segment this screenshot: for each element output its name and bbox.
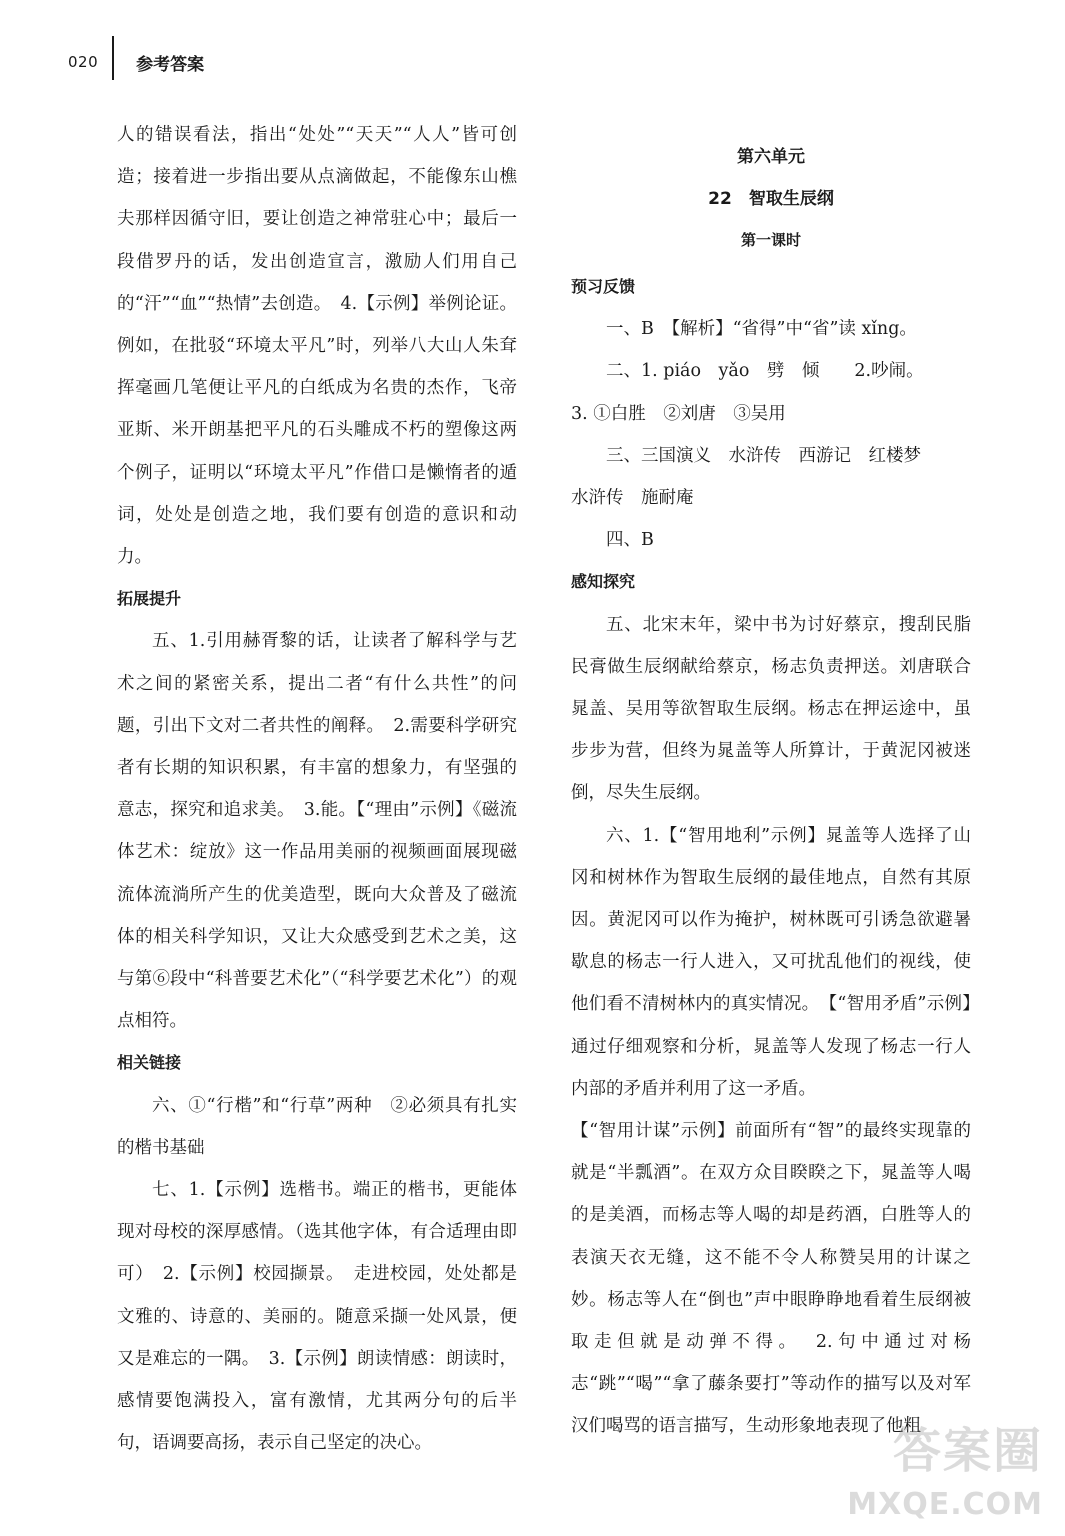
watermark-logo xyxy=(847,1412,1043,1522)
answer-1: 一、B 【解析】“省得”中“省”读 xǐng。 xyxy=(606,319,917,340)
right-column xyxy=(571,136,971,1448)
header-divider xyxy=(112,36,114,80)
watermark-brand: 答案圈 xyxy=(892,1423,1043,1479)
paragraph-item-7: 七、1.【示例】选楷书。端正的楷书，更能体现对母校的深厚感情。（选其他字体，有合适理由即可） 2.【示例】校园撷景。 走进校园，处处都是文雅的、诗意的、美丽的。随意采撷一处风景，便又是难忘的一隅。 3.【示例】朗读情感：朗读时，感情要饱满投入，富有激情，尤其两分句的后半句，语调要高扬，表示自己坚定的决心。 xyxy=(117,1180,517,1454)
paragraph-continuation: 人的错误看法，指出“处处”“天天”“人人”皆可创造；接着进一步指出要从点滴做起，不能像东山樵夫那样因循守旧，要让创造之神常驻心中；最后一段借罗丹的话，发出创造宣言，激励人们用自己的“汗”“血”“热情”去创造。 4.【示例】举例论证。例如，在批驳“环境太平凡”时，列举八大山人朱耷挥毫画几笔便让平凡的白纸成为名贵的杰作，飞帝亚斯、米开朗基把平凡的石头雕成不朽的塑像这两个例子，证明以“环境太平凡”作借口是懒惰者的遁词，处处是创造之地，我们要有创造的意识和动力。 xyxy=(117,125,517,568)
section-heading-links: 相关链接 xyxy=(117,1053,182,1073)
period-title: 第一课时 xyxy=(740,231,801,249)
answer-3: 三、三国演义 水浒传 西游记 红楼梦 xyxy=(606,445,921,466)
paragraph-item-6-right: 六、1.【“智用地利”示例】晁盖等人选择了山冈和树林作为智取生辰纲的最佳地点，自然有其原因。黄泥冈可以作为掩护，树林既可引诱急欲避暑歇息的杨志一行人进入，又可扰乱他们的视线，使他们看不清树林内的真实情况。 【“智用矛盾”示例】通过仔细观察和分析，晁盖等人发现了杨志一行人内部的矛盾并利用了这一矛盾。 xyxy=(571,825,971,1099)
unit-title: 第六单元 xyxy=(737,147,805,167)
section-heading-preview: 预习反馈 xyxy=(571,277,636,296)
paragraph-item-5: 五、1.引用赫胥黎的话，让读者了解科学与艺术之间的紧密关系，提出二者“有什么共性”的问题，引出下文对二者共性的阐释。 2.需要科学研究者有长期的知识积累，有丰富的想象力，有坚强的意志，探究和追求美。 3.能。【“理由”示例】《磁流体艺术：绽放》这一作品用美丽的视频画面展现磁流体流淌所产生的优美造型，既向大众普及了磁流体的相关科学知识，又让大众感受到艺术之美，这与第⑥段中“科普要艺术化”（“科学要艺术化”）的观点相符。 xyxy=(117,631,517,1032)
left-column xyxy=(117,114,517,1465)
watermark-url: MXQE.COM xyxy=(847,1487,1043,1522)
page-number: 020 xyxy=(68,53,99,71)
lesson-title: 22 智取生辰纲 xyxy=(708,189,834,209)
section-heading-expand: 拓展提升 xyxy=(117,589,182,609)
answer-4: 四、B xyxy=(606,530,654,551)
paragraph-item-6: 六、①“行楷”和“行草”两种 ②必须具有扎实的楷书基础 xyxy=(117,1095,517,1158)
paragraph-item-5-right: 五、北宋末年，梁中书为讨好蔡京，搜刮民脂民膏做生辰纲献给蔡京，杨志负责押送。刘唐联合晁盖、吴用等欲智取生辰纲。杨志在押运途中，虽步步为营，但终为晁盖等人所算计，于黄泥冈被迷倒，尽失生辰纲。 xyxy=(571,614,971,804)
header-title: 参考答案 xyxy=(136,54,205,75)
answer-2-continued: 3. ①白胜 ②刘唐 ③吴用 xyxy=(571,403,786,424)
page-header xyxy=(68,44,204,80)
paragraph-item-6-continued: 【“智用计谋”示例】前面所有“智”的最终实现靠的就是“半瓢酒”。在双方众目睽睽之下，晁盖等人喝的是美酒，而杨志等人喝的却是药酒，白胜等人的表演天衣无缝，这不能不令人称赞吴用的计谋之妙。杨志等人在“倒也”声中眼睁睁地看着生辰纲被取走但就是动弹不得。 2.句中通过对杨志“跳”“喝”“拿了藤条要打”等动作的描写以及对军汉们喝骂的语言描写，生动形象地表现了他粗 xyxy=(571,1121,971,1437)
section-heading-explore: 感知探究 xyxy=(571,572,636,592)
answer-2: 二、1. piáo yǎo 劈 倾 2.吵闹。 xyxy=(606,361,924,382)
answer-3-continued: 水浒传 施耐庵 xyxy=(571,488,694,509)
